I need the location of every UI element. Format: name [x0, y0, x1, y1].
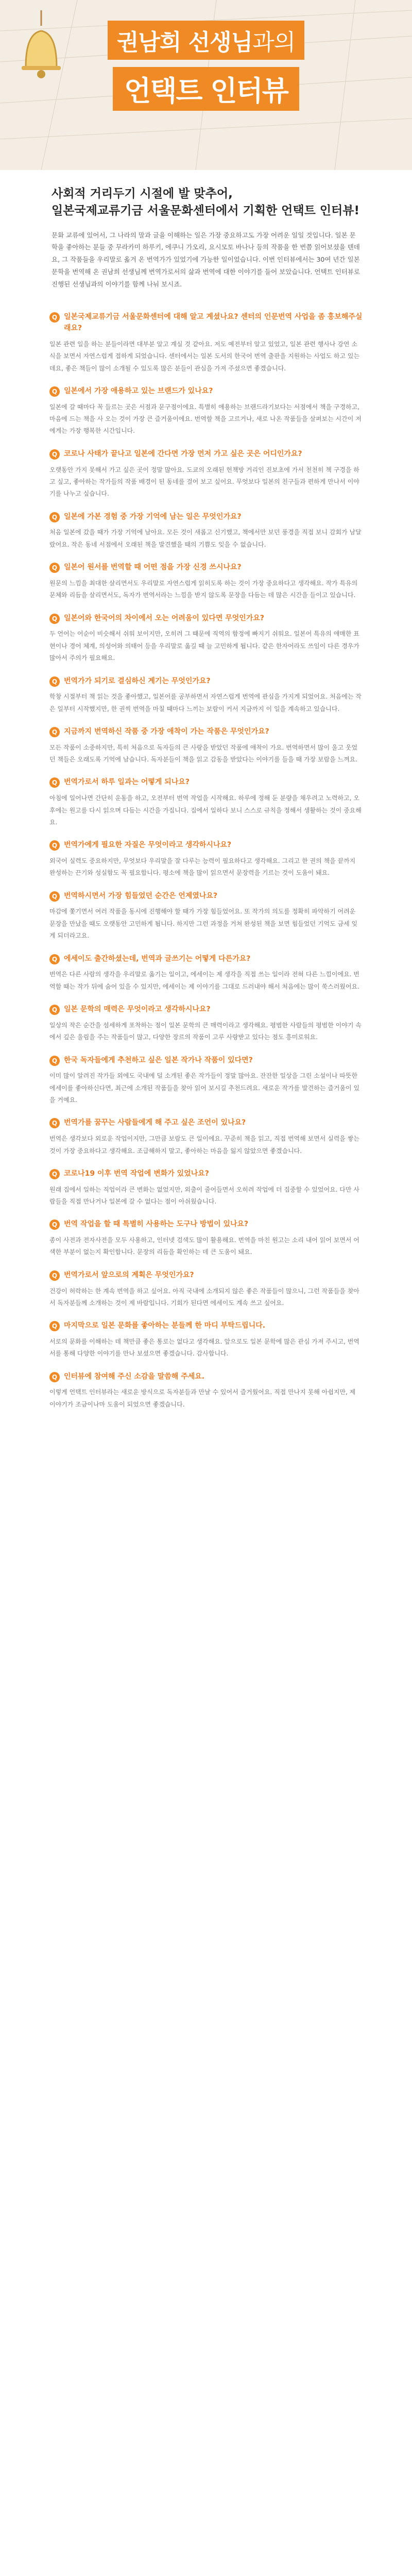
question-text: 코로나 사태가 끝나고 일본에 간다면 가장 먼저 가고 싶은 곳은 어디인가요?	[64, 449, 302, 458]
question-icon: Q	[49, 1219, 60, 1230]
question-text: 번역 작업을 할 때 특별히 사용하는 도구나 방법이 있나요?	[64, 1220, 249, 1229]
question	[49, 1371, 363, 1383]
answer-text: 오랫동안 가지 못해서 가고 싶은 곳이 정말 많아요. 도쿄의 오래된 헌책방 거리인 진보초에 가서 천천히 책 구경을 하고 싶고, 좋아하는 작가들의 작품 배경이 된 동네를 걸어 보고 싶어요. 무엇보다 일본의 친구들과 편하게 만나서 이야기를 나누고 싶습니다.	[49, 466, 359, 498]
qa-item	[49, 1270, 363, 1309]
qa-item	[49, 613, 363, 665]
qa-item	[49, 840, 363, 879]
question-text: 일본에 가본 경험 중 가장 기억에 남는 일은 무엇인가요?	[64, 512, 242, 521]
question-text: 일본에서 가장 애용하고 있는 브랜드가 있나요?	[64, 386, 213, 395]
answer-text: 번역은 생각보다 외로운 작업이지만, 그만큼 보람도 큰 일이에요. 꾸준히 책을 읽고, 직접 번역해 보면서 실력을 쌓는 것이 가장 중요하다고 생각해요. 조급해하지 말고, 좋아하는 마음을 잃지 않았으면 좋겠습니다.	[49, 1135, 359, 1155]
question	[49, 891, 363, 902]
answer-text: 종이 사전과 전자사전을 모두 사용하고, 인터넷 검색도 많이 활용해요. 번역을 마친 원고는 소리 내어 읽어 보면서 어색한 부분이 없는지 확인합니다. 문장의 리듬을 확인하는 데 큰 도움이 돼요.	[49, 1236, 359, 1256]
question	[49, 1320, 363, 1332]
qa-item	[49, 891, 363, 942]
question	[49, 1219, 363, 1230]
question-icon: Q	[49, 954, 60, 964]
question	[49, 512, 363, 523]
hero-title	[0, 21, 412, 111]
question-text: 번역가로서 앞으로의 계획은 무엇인가요?	[64, 1270, 194, 1279]
question-icon: Q	[49, 1372, 60, 1382]
qa-item	[49, 1371, 363, 1411]
question-icon: Q	[49, 727, 60, 737]
answer-text: 원래 집에서 일하는 직업이라 큰 변화는 없었지만, 외출이 줄어들면서 오히려 작업에 더 집중할 수 있었어요. 다만 사람들을 직접 만나거나 일본에 갈 수 없다는 점이 아쉬웠습니다.	[49, 1185, 359, 1205]
qa-item	[49, 1320, 363, 1360]
answer-text: 모든 작품이 소중하지만, 특히 처음으로 독자들의 큰 사랑을 받았던 작품에 애착이 가요. 번역하면서 많이 울고 웃었던 책들은 오래도록 기억에 남습니다. 독자분들이 책을 읽고 감동을 받았다는 이야기를 들을 때 가장 보람을 느껴요.	[49, 743, 358, 764]
answer-text: 번역은 다른 사람의 생각을 우리말로 옮기는 일이고, 에세이는 제 생각을 직접 쓰는 일이라 전혀 다른 느낌이에요. 번역할 때는 작가 뒤에 숨어 있을 수 있지만, 에세이는 제 이야기를 그대로 드러내야 해서 처음에는 많이 쑥스러웠어요.	[49, 971, 359, 990]
question	[49, 777, 363, 788]
title-suffix: 과의	[252, 29, 296, 56]
question-icon: Q	[49, 312, 60, 323]
question-icon: Q	[49, 386, 60, 397]
question	[49, 1270, 363, 1281]
question	[49, 1168, 363, 1180]
qa-item	[49, 312, 363, 375]
question-text: 번역가로서 하루 일과는 어떻게 되나요?	[64, 778, 190, 787]
qa-item	[49, 449, 363, 500]
question	[49, 562, 363, 573]
question	[49, 449, 363, 460]
intro-section	[0, 170, 412, 300]
question-text: 에세이도 출간하셨는데, 번역과 글쓰기는 어떻게 다른가요?	[64, 954, 251, 963]
answer-text: 일상의 작은 순간을 섬세하게 포착하는 점이 일본 문학의 큰 매력이라고 생각해요. 평범한 사람들의 평범한 이야기 속에서 깊은 울림을 주는 작품들이 많고, 다양한 장르의 작품이 고루 사랑받고 있다는 점도 흥미로워요.	[49, 1021, 362, 1041]
question-text: 마지막으로 일본 문화를 좋아하는 분들께 한 마디 부탁드립니다.	[64, 1321, 266, 1330]
question-icon: Q	[49, 676, 60, 687]
answer-text: 아침에 일어나면 간단히 운동을 하고, 오전부터 번역 작업을 시작해요. 하루에 정해 둔 분량을 채우려고 노력하고, 오후에는 원고를 다시 읽으며 다듬는 시간을 가집니다. 집에서 일하다 보니 스스로 규칙을 정해서 생활하는 것이 중요해요.	[49, 794, 362, 826]
question-icon: Q	[49, 563, 60, 573]
qa-item	[49, 777, 363, 828]
question-icon: Q	[49, 1169, 60, 1179]
question-text: 코로나19 이후 번역 작업에 변화가 있었나요?	[64, 1169, 209, 1178]
answer-text: 두 언어는 어순이 비슷해서 쉬워 보이지만, 오히려 그 때문에 직역의 함정에 빠지기 쉬워요. 일본어 특유의 애매한 표현이나 경어 체계, 의성어와 의태어 등을 우리말로 옮길 때 늘 고민하게 됩니다. 같은 한자어라도 쓰임이 다른 경우가 많아서 주의가 필요해요.	[49, 630, 359, 662]
question-text: 한국 독자들에게 추천하고 싶은 일본 작가나 작품이 있다면?	[64, 1056, 253, 1064]
answer-text: 마감에 쫓기면서 여러 작품을 동시에 진행해야 할 때가 가장 힘들었어요. 또 작가의 의도를 정확히 파악하기 어려운 문장을 만났을 때도 오랫동안 고민하게 됩니다. 하지만 그런 과정을 거쳐 완성된 책을 보면 힘들었던 기억도 금세 잊게 되더라고요.	[49, 908, 358, 940]
question	[49, 954, 363, 965]
question	[49, 1117, 363, 1129]
question	[49, 840, 363, 851]
qa-item	[49, 1055, 363, 1107]
question-text: 번역가를 꿈꾸는 사람들에게 해 주고 싶은 조언이 있나요?	[64, 1118, 246, 1127]
intro-heading-line1: 사회적 거리두기 시절에 발 맞추어,	[52, 187, 233, 200]
question-icon: Q	[49, 1118, 60, 1128]
qa-item	[49, 512, 363, 551]
question	[49, 312, 363, 334]
question-icon: Q	[49, 1321, 60, 1331]
answer-text: 이미 많이 알려진 작가들 외에도 국내에 덜 소개된 좋은 작가들이 정말 많아요. 잔잔한 일상을 그린 소설이나 따뜻한 에세이를 좋아하신다면, 최근에 소개된 작품들을 찾아 읽어 보시길 추천드려요. 새로운 작가를 발견하는 즐거움이 있을 거예요.	[49, 1072, 360, 1104]
question-text: 번역가가 되기로 결심하신 계기는 무엇인가요?	[64, 676, 211, 685]
question-icon: Q	[49, 840, 60, 851]
intro-heading	[52, 185, 360, 220]
qa-item	[49, 1219, 363, 1258]
question-text: 일본 문학의 매력은 무엇이라고 생각하시나요?	[64, 1005, 211, 1014]
question-text: 일본어 원서를 번역할 때 어떤 점을 가장 신경 쓰시나요?	[64, 563, 242, 572]
qa-item	[49, 1168, 363, 1208]
answer-text: 일본 관련 일을 하는 분들이라면 대부분 알고 계실 것 같아요. 저도 예전부터 알고 있었고, 일본 관련 행사나 강연 소식을 보면서 자연스럽게 접하게 되었습니다. 센터에서는 일본 도서의 한국어 번역 출판을 지원하는 사업도 하고 있는데요, 좋은 책들이 많이 소개될 수 있도록 많은 분들이 관심을 가져 주셨으면 좋겠습니다.	[49, 340, 360, 372]
qa-item	[49, 1117, 363, 1157]
qa-item	[49, 386, 363, 437]
question-icon: Q	[49, 512, 60, 522]
question-text: 일본어와 한국어의 차이에서 오는 어려움이 있다면 무엇인가요?	[64, 614, 264, 622]
question-text: 번역가에게 필요한 자질은 무엇이라고 생각하시나요?	[64, 841, 232, 850]
question-icon: Q	[49, 1270, 60, 1281]
question-icon: Q	[49, 614, 60, 624]
answer-text: 처음 일본에 갔을 때가 가장 기억에 남아요. 모든 것이 새롭고 신기했고, 책에서만 보던 풍경을 직접 보니 감회가 남달랐어요. 작은 동네 서점에서 오래된 책을 발견했을 때의 기쁨도 잊을 수 없습니다.	[49, 529, 362, 548]
title-main: 언택트 인터뷰	[113, 67, 299, 111]
question-text: 일본국제교류기금 서울문화센터에 대해 알고 계셨나요? 센터의 인문번역 사업을 좀 홍보해주실래요?	[64, 313, 363, 333]
qa-item	[49, 676, 363, 715]
qa-item	[49, 726, 363, 766]
intro-heading-line2: 일본국제교류기금 서울문화센터에서 기획한 언택트 인터뷰!	[52, 204, 359, 218]
question-text: 인터뷰에 참여해 주신 소감을 말씀해 주세요.	[64, 1372, 205, 1381]
question	[49, 1055, 363, 1066]
answer-text: 건강이 허락하는 한 계속 번역을 하고 싶어요. 아직 국내에 소개되지 않은 좋은 작품들이 많으니, 그런 작품들을 찾아서 독자분들께 소개하는 것이 제 바람입니다. 기회가 된다면 에세이도 계속 쓰고 싶어요.	[49, 1287, 359, 1307]
answer-text: 일본에 갈 때마다 꼭 들르는 곳은 서점과 문구점이에요. 특별히 애용하는 브랜드라기보다는 서점에서 책을 구경하고, 마음에 드는 책을 사 오는 것이 가장 큰 즐거움이에요. 번역할 책을 고르거나, 새로 나온 작품들을 살펴보는 시간이 저에게는 가장 행복한 시간입니다.	[49, 403, 362, 435]
answer-text: 이렇게 언택트 인터뷰라는 새로운 방식으로 독자분들과 만날 수 있어서 즐거웠어요. 직접 만나지 못해 아쉽지만, 제 이야기가 조금이나마 도움이 되었으면 좋겠습니다.	[49, 1388, 356, 1408]
answer-text: 외국어 실력도 중요하지만, 무엇보다 우리말을 잘 다루는 능력이 필요하다고 생각해요. 그리고 한 권의 책을 끝까지 완성하는 끈기와 성실함도 꼭 필요합니다. 평소에 책을 많이 읽으면서 문장력을 기르는 것이 도움이 돼요.	[49, 857, 356, 877]
question	[49, 1004, 363, 1015]
question	[49, 386, 363, 397]
question-icon: Q	[49, 449, 60, 460]
question-icon: Q	[49, 777, 60, 788]
intro-body: 문화 교류에 있어서, 그 나라의 말과 글을 이해하는 일은 가장 중요하고도 가장 어려운 일일 것입니다. 일본 문학을 좋아하는 분들 중 무라카미 하루키, 에쿠니 가오리, 요시모토 바나나 등의 작품을 한 번쯤 읽어보셨을 텐데요, 그 작품들을 우리말로 옮겨 온 번역가가 있었기에 가능한 일이었습니다. 이번 인터뷰에서는 30여 년간 일본 문학을 번역해 온 권남희 선생님께 번역가로서의 삶과 번역에 대한 이야기를 들어 보았습니다. 언택트 인터뷰로 진행된 선생님과의 이야기를 함께 나눠 보시죠.	[52, 231, 360, 288]
title-name: 권남희 선생님	[116, 29, 253, 56]
question	[49, 676, 363, 687]
answer-text: 원문의 느낌을 최대한 살리면서도 우리말로 자연스럽게 읽히도록 하는 것이 가장 중요하다고 생각해요. 작가 특유의 문체와 리듬을 살리면서도, 독자가 번역서라는 느낌을 받지 않도록 문장을 다듬는 데 많은 시간을 들이고 있습니다.	[49, 579, 358, 599]
answer-text: 학창 시절부터 책 읽는 것을 좋아했고, 일본어를 공부하면서 자연스럽게 번역에 관심을 가지게 되었어요. 처음에는 작은 일부터 시작했지만, 한 권씩 번역을 마칠 때마다 느끼는 보람이 커서 지금까지 이 일을 계속하고 있습니다.	[49, 693, 362, 713]
qa-item	[49, 562, 363, 601]
qa-item	[49, 954, 363, 993]
question	[49, 613, 363, 624]
title-name-line	[108, 21, 304, 60]
question	[49, 726, 363, 738]
qa-list	[0, 312, 412, 1411]
question-text: 번역하시면서 가장 힘들었던 순간은 언제였나요?	[64, 891, 218, 900]
qa-item	[49, 1004, 363, 1043]
title-main-line	[0, 67, 412, 111]
question-text: 지금까지 번역하신 작품 중 가장 애착이 가는 작품은 무엇인가요?	[64, 727, 269, 736]
answer-text: 서로의 문화를 이해하는 데 책만큼 좋은 통로는 없다고 생각해요. 앞으로도 일본 문학에 많은 관심 가져 주시고, 번역서를 통해 다양한 이야기를 만나 보셨으면 좋겠습니다. 감사합니다.	[49, 1337, 359, 1358]
hero-banner	[0, 0, 412, 170]
question-icon: Q	[49, 891, 60, 902]
question-icon: Q	[49, 1056, 60, 1066]
question-icon: Q	[49, 1005, 60, 1015]
